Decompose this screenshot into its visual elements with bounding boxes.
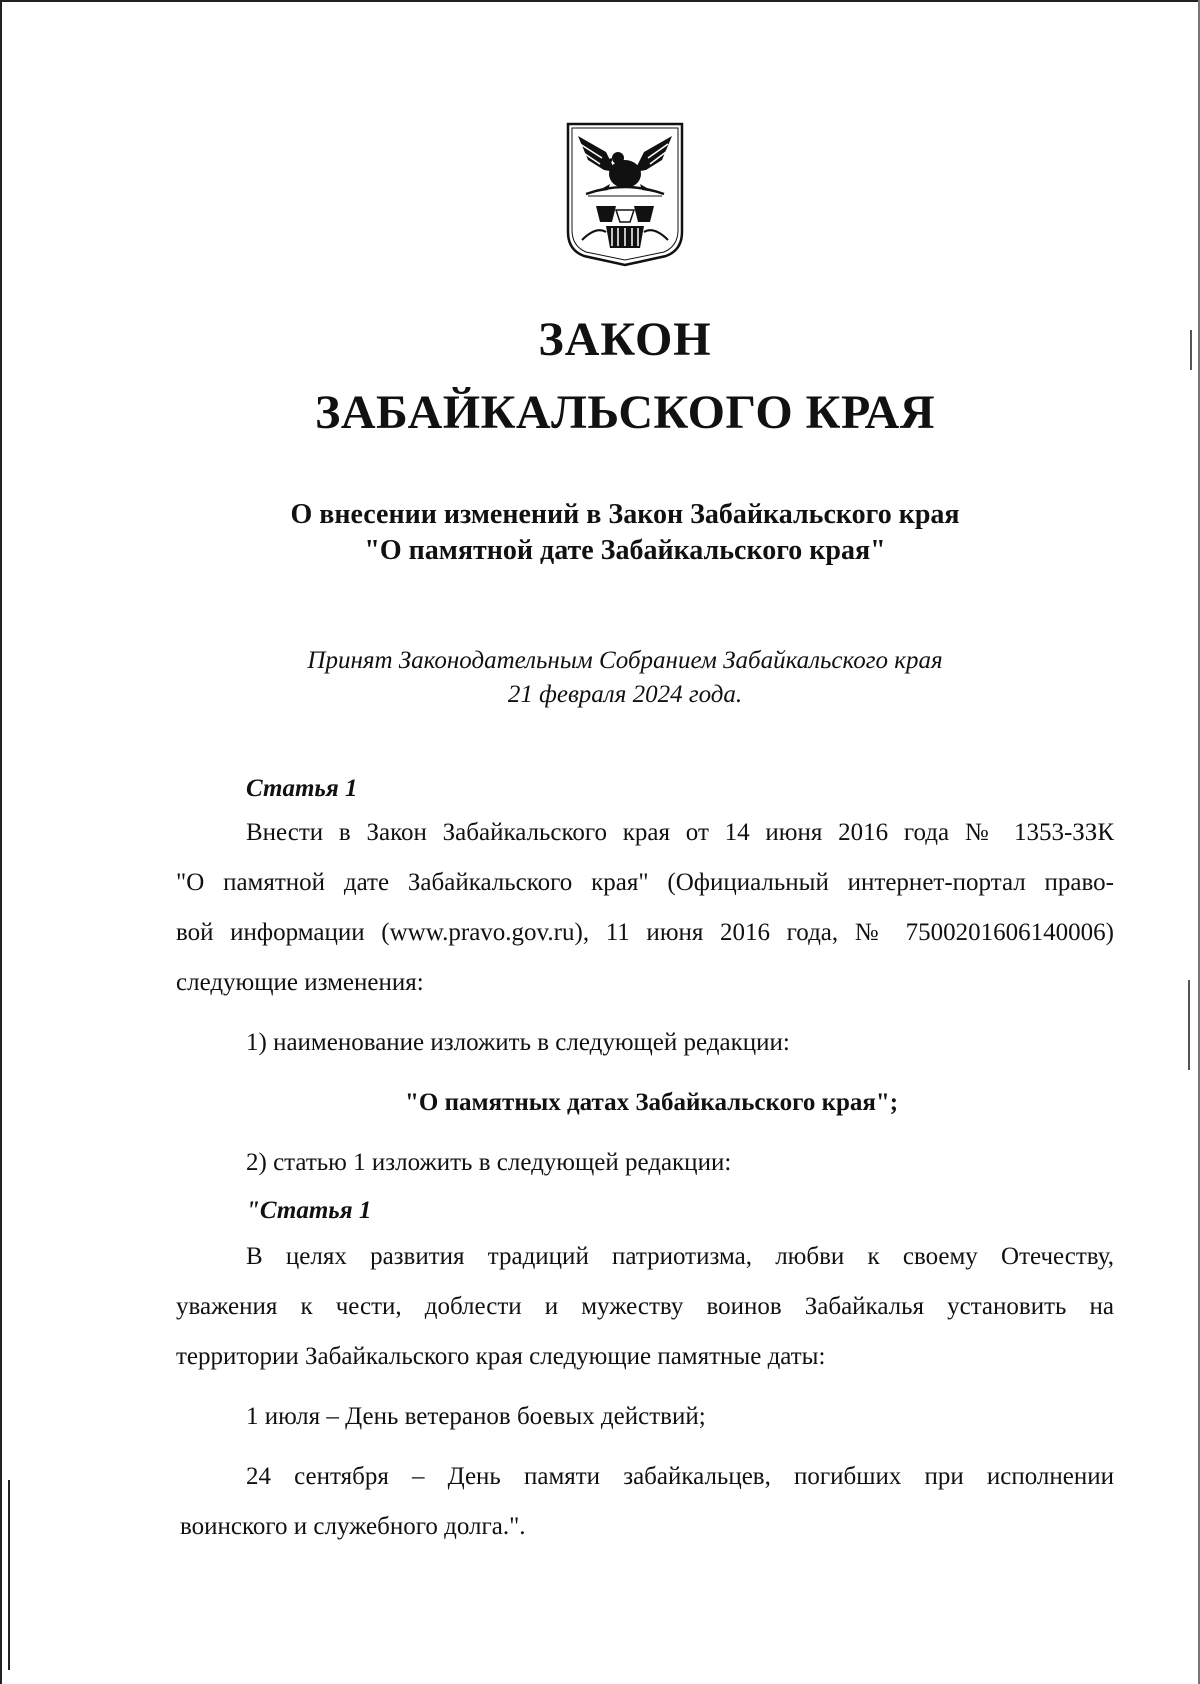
document-title-region: ЗАБАЙКАЛЬСКОГО КРАЯ bbox=[315, 386, 935, 439]
document-title: ЗАКОН bbox=[538, 313, 712, 366]
page-border-top bbox=[0, 0, 1200, 2]
page-border-left bbox=[0, 0, 2, 1684]
list-item: 1) наименование изложить в следующей редакции: bbox=[246, 1029, 790, 1056]
law-subject-line: "О памятной дате Забайкальского края" bbox=[364, 535, 886, 566]
article-heading: Статья 1 bbox=[246, 775, 358, 802]
adoption-note: Принят Законодательным Собранием Забайкальского края bbox=[307, 647, 943, 674]
paragraph-line: вой информации (www.pravo.gov.ru), 11 июня 2016 года, № 7500201606140006) bbox=[176, 919, 1114, 946]
paragraph-line: В целях развития традиций патриотизма, любви к своему Отечеству, bbox=[246, 1243, 1114, 1270]
law-subject-line: О внесении изменений в Закон Забайкальского края bbox=[290, 499, 960, 530]
scan-mark bbox=[1188, 980, 1190, 1070]
coat-of-arms-icon bbox=[566, 122, 684, 267]
paragraph-line: Внести в Закон Забайкальского края от 14 июня 2016 года № 1353-ЗЗК bbox=[246, 819, 1114, 846]
new-title-quote: "О памятных датах Забайкальского края"; bbox=[405, 1089, 899, 1116]
memorial-date-item: 1 июля – День ветеранов боевых действий; bbox=[246, 1403, 706, 1430]
paragraph-line: территории Забайкальского края следующие памятные даты: bbox=[176, 1343, 826, 1370]
memorial-date-item: воинского и служебного долга.". bbox=[180, 1513, 526, 1540]
quoted-article-heading: "Статья 1 bbox=[246, 1197, 372, 1224]
list-item: 2) статью 1 изложить в следующей редакции: bbox=[246, 1149, 732, 1176]
memorial-date-item: 24 сентября – День памяти забайкальцев, погибших при исполнении bbox=[246, 1463, 1114, 1490]
paragraph-line: уважения к чести, доблести и мужеству воинов Забайкалья установить на bbox=[176, 1293, 1114, 1320]
adoption-date: 21 февраля 2024 года. bbox=[507, 681, 743, 708]
paragraph-line: следующие изменения: bbox=[176, 969, 424, 996]
paragraph-line: "О памятной дате Забайкальского края" (Официальный интернет-портал право- bbox=[176, 869, 1114, 896]
scan-mark bbox=[8, 1480, 10, 1670]
